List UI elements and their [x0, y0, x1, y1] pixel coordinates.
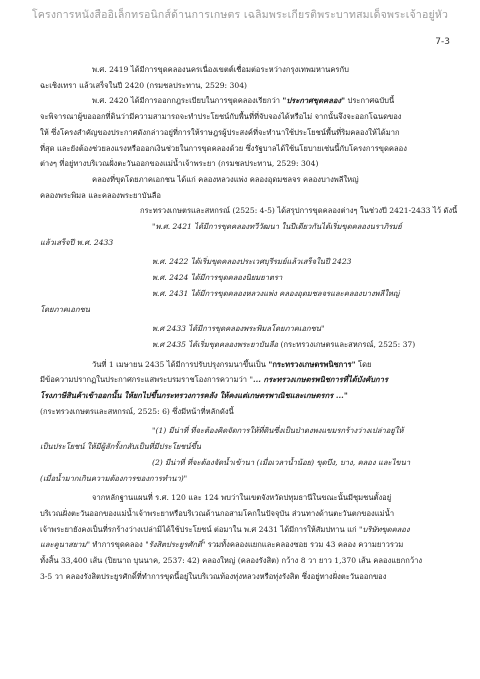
document-header: โครงการหนังสืออิเล็กทรอนิกส์ด้านการเกษตร เฉลิมพระเกียรติพระบาทสมเด็จพระเจ้าอยู่หัว [31, 9, 449, 21]
quote-line: แล้วเสร็จปี พ.ศ. 2433 [40, 237, 114, 247]
emphasis-text: และคูนาสยาม" [40, 540, 91, 550]
text-line: ฉะเชิงเทรา แล้วเสร็จในปี 2420 (กรมชลประทาน, 2529: 304) [40, 80, 247, 90]
text-line: พ.ศ. 2419 ได้มีการขุดคลองนครเนื่องเขตต์เชื่อมต่อระหว่างกรุงเทพมหานครกับ [92, 65, 349, 74]
duty-line: (เมื่อน้ำมากเกินความต้องการของการทำนา)" [40, 473, 188, 483]
paragraph-2435 [40, 358, 460, 372]
text-segment: ประกาศฉบับนี้ [345, 96, 395, 106]
emphasis-text: "ประกาศขุดคลอง" [282, 96, 346, 106]
text-line: จะพิจารณาผู้ขอออกที่ดินว่ามีความสามารถจะทำประโยชน์กับพื้นที่ที่จับจองได้หรือไม่ จากนั้นจึงจะออกโฉนดของ [40, 112, 402, 122]
paragraph-2420 [40, 94, 460, 108]
text-line: กระทรวงเกษตรและสหกรณ์ (2525: 4-5) ได้สรุปการขุดคลองต่างๆ ในช่วงปี 2421-2433 ไว้ ดังนี้ [140, 206, 458, 216]
text-segment: เจ้าพระยายังคงเป็นที่รกร้างว่างเปล่ามิได้ใช้ประโยชน์ ต่อมาใน พ.ศ 2431 ได้มีการให้สัมปทาน แก่ [40, 524, 360, 534]
quote-line: พ.ศ. 2431 ได้มีการขุดคลองหลวงแพ่ง คลองอุดมชลจรและคลองบางพลีใหญ่ [152, 288, 400, 298]
text-segment: วันที่ 1 เมษายน 2435 ได้มีการปรับปรุงกรมนาขึ้นเป็น [92, 359, 269, 369]
text-segment: มีข้อความปรากฏในประกาศกระแสพระบรมราชโองการความว่า " [40, 375, 253, 385]
text-line: (กระทรวงเกษตรและสหกรณ์, 2525: 6) ซึ่งมีหน้าที่หลักดังนี้ [40, 406, 234, 416]
text-line: คลองที่ขุดโดยภาคเอกชน ได้แก่ คลองหลวงแพ่ง คลองอุดมชลจร คลองบางพลีใหญ่ [92, 174, 359, 184]
text-segment: โดย [355, 359, 372, 369]
text-line: คลองพระพิมล และคลองพระยาบันลือ [40, 190, 161, 200]
text-line: บริเวณฝั่งตะวันออกของแม่น้ำเจ้าพระยาหรือบริเวณด้านกอสามโคกในปัจจุบัน ส่วนทางด้านตะวันตกของแม่น้ำ [40, 508, 395, 518]
duty-line: เป็นประโยชน์ ให้มีผู้ลักรั้งกลับเป็นที่มีประโยชน์ขึ้น [40, 442, 202, 452]
text-line: โรงภาษีสินค้าเข้าออกนั้น ให้ยกไปขึ้นกระทรวงการคลัง ให้คงแต่เกษตรพาณิชและเกษตรกร ..." [40, 391, 348, 401]
emphasis-text: "บริษัทขุดคลอง [359, 524, 410, 534]
text-line: ให้ ซึ่งโครงสำคัญของประกาศดังกล่าวอยู่ที่การให้ราษฎรผู้ประสงค์ที่จะทำนาใช้ประโยชน์พื้นที่ริมคลองให้ได้มาก [40, 127, 400, 137]
quote-line: พ.ศ 2433 ได้มีการขุดคลองพระพิมลโดยภาคเอกชน" [152, 324, 325, 334]
quote-line: พ.ศ. 2422 ได้เริ่มขุดคลองประเวศบุรีรมย์แล้วเสร็จในปี 2423 [152, 257, 352, 267]
text-line: จากหลักฐานแผนที่ ร.ศ. 120 และ 124 พบว่าในเขตจังหวัดปทุมธานีในขณะนั้นมีชุมชนตั้งอยู่ [92, 493, 392, 503]
text-segment: พ.ศ. 2420 ได้มีการออกกฎระเบียบในการขุดคลองเรียกว่า [92, 96, 283, 106]
quote-line: "พ.ศ. 2421 ได้มีการขุดคลองทวีวัฒนา ในปีเดียวกันได้เริ่มขุดคลองนราภิรมย์ [152, 222, 402, 232]
page-number: 7-3 [435, 37, 450, 47]
emphasis-text: ... กระทรวงเกษตรพนิชการที่ได้บังคับการ [252, 375, 388, 385]
text-line: ทั้งสิ้น 33,400 เส้น (ปิยนาถ บุนนาค, 2537: 42) คลองใหญ่ (คลองรังสิต) กว้าง 8 วา ยาว 1,370 เส้น คลองแยกกว้าง [40, 556, 423, 566]
emphasis-text: "รังสิตประยูรศักดิ์" [145, 540, 206, 550]
text-segment: พ.ศ 2435 ได้เริ่มขุดคลองพระยาบันลือ [152, 339, 279, 349]
paragraph-2419 [40, 63, 460, 77]
quote-line: พ.ศ. 2424 ได้มีการขุดคลองนิยมยาตรา [152, 273, 283, 283]
text-line [40, 373, 460, 387]
text-line [40, 523, 460, 537]
emphasis-text: "กระทรวงเกษตรพนิชการ" [268, 359, 356, 369]
duty-line: "(1) มีน่าที่ ที่จะต้องคิดจัดการให้ที่ดินซึ่งเป็นป่าดงพงแขมรกร้างว่างเปล่าอยู่ให้ [152, 426, 404, 436]
text-line: ที่สุด และยังต้องช่วยลงแรงหรือออกเงินช่วยในการขุดคลองด้วย ซึ่งรัฐบาลได้ใช้นโยบายเช่นนี้กับโครงการขุดคลอง [40, 143, 407, 153]
text-segment: ทำการขุดคลอง [90, 540, 146, 550]
text-line: ต่างๆ ที่อยู่ทางบริเวณฝั่งตะวันออกของแม่น้ำเจ้าพระยา (กรมชลประทาน, 2529: 304) [40, 159, 319, 169]
quote-line: โดยภาคเอกชน [40, 304, 90, 314]
text-line: 3-5 วา คลองรังสิตประยูรศักดิ์ที่ทำการขุดนี้อยู่ในบริเวณท้องทุ่งหลวงหรือทุ่งรังสิต ซึ่งอยู่ทางฝั่งตะวันออกของ [40, 571, 387, 581]
text-segment: รวมทั้งคลองแยกและคลองซอย รวม 43 คลอง ความยาวรวม [205, 540, 404, 550]
document-body [40, 63, 460, 586]
duty-line: (2) มีน่าที่ ที่จะต้องจัดน้ำเข้านา (เมื่อเวลาน้ำน้อย) ขุดบึง, บาง, คลอง และไขนา [152, 457, 411, 467]
citation: (กระทรวงเกษตรและสหกรณ์, 2525: 37) [278, 339, 416, 349]
quote-line [40, 338, 460, 352]
text-line [40, 538, 460, 552]
